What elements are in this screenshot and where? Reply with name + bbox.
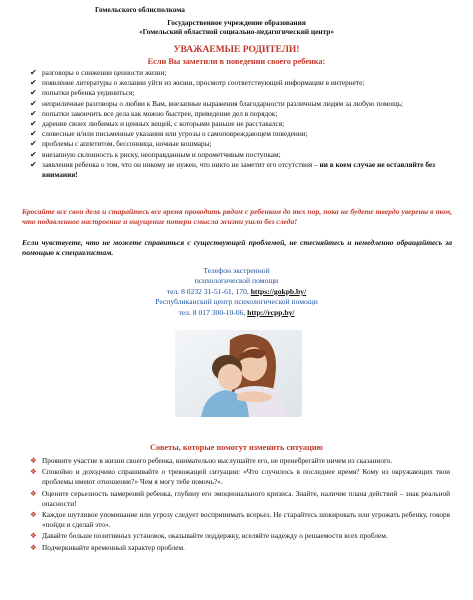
diamond-icon: ❖	[30, 542, 37, 552]
checkmark-icon: ✔	[30, 149, 37, 159]
list-item: ✔ дарение своих любимых и ценных вещей, с которыми раньше не расставался;	[30, 119, 285, 129]
rcpp-link[interactable]: http://rcpp.by/	[247, 308, 295, 317]
phone-heading-1: Телефон экстренной	[203, 266, 270, 275]
warning-emphasis: ни в коем случае не оставляйте без внимания!	[42, 159, 436, 180]
signs-list	[30, 68, 450, 180]
checkmark-icon: ✔	[30, 88, 37, 98]
phone-line-2: тел. 8 017 300-10-06, http://rcpp.by/	[178, 308, 295, 317]
institution-line-2: «Гомельский областной социально-педагогический центр»	[139, 27, 334, 36]
gokpb-link[interactable]: https://gokpb.by/	[250, 287, 307, 296]
diamond-icon: ❖	[30, 510, 37, 520]
phone-heading-2: психологической помощи	[194, 276, 279, 285]
tips-list	[30, 456, 450, 554]
list-item: ❖ Оцените серьезность намерений ребенка, глубину его эмоционального кризиса. Знайте, наличие плана действий – знак реальной опасности!	[30, 488, 450, 508]
list-item: ✔ словесные и/или письменные указания или угрозы о самоповреждающем поведении;	[30, 129, 308, 139]
list-item: ❖ Давайте больше позитивных установок, оказывайте поддержку, вселяйте надежду о решаемости всех проблем.	[30, 531, 388, 541]
list-item: ✔ неприличные разговоры о любви к Вам, внезапные выражения благодарности различным людям за любую помощь;	[30, 98, 404, 108]
checkmark-icon: ✔	[30, 68, 37, 77]
checkmark-icon: ✔	[30, 98, 37, 108]
list-item: ❖ Каждое шутливое упоминание или угрозу следует воспринимать всерьез. Не старайтесь шокировать или угрожать ребенку, говоря «пойди и сделай это».	[30, 510, 450, 530]
checkmark-icon: ✔	[30, 108, 37, 118]
list-item: ❖ Проявите участие в жизни своего ребенка, внимательно выслушайте его, не пренебрегайте ничем из сказанного.	[30, 456, 393, 465]
signs-subtitle: Если Вы заметили в поведении своего ребенка:	[147, 57, 326, 66]
list-item: ✔ разговоры о снижении ценности жизни;	[30, 68, 167, 77]
list-item: ❖ Спокойно и доходчиво спрашивайте о тревожащей ситуации: «Что случилось в последнее время? Кому из окружающих твои проблемы имеют отношение?» Чем я могу тебе помочь?».	[30, 467, 450, 487]
diamond-icon: ❖	[30, 488, 37, 498]
list-item: ✔ заявления ребенка о том, что он никому не нужен, что никто не заметит его отсутствия – ни в коем случае не оставляйте без внимания!	[30, 159, 436, 180]
checkmark-icon: ✔	[30, 119, 37, 129]
list-item: ✔ попытки ребенка уединиться;	[30, 88, 135, 98]
appeal-paragraph: Бросайте все свои дела и старайтесь все время проводить рядом с ребенком до тех пор, пока не будете твердо уверены в том, что подавленное настроение и ощущение потери смысла жизни ушло без следа!	[22, 207, 452, 226]
checkmark-icon: ✔	[30, 129, 37, 139]
phone-line-1: тел. 8 0232 31-51-61, 170, https://gokpb.by/	[166, 287, 307, 296]
checkmark-icon: ✔	[30, 139, 37, 149]
checkmark-icon: ✔	[30, 159, 37, 169]
diamond-icon: ❖	[30, 467, 37, 477]
list-item: ❖ Подчеркивайте временный характер проблем.	[30, 542, 185, 552]
list-item: ✔ внезапную склонность к риску, неоправданным и опрометчивым поступкам;	[30, 149, 281, 159]
list-item: ✔ проблемы с аппетитом, бессонница, ночные кошмары;	[30, 139, 212, 149]
page-title: УВАЖАЕМЫЕ РОДИТЕЛИ!	[173, 45, 300, 55]
diamond-icon: ❖	[30, 531, 37, 541]
advice-paragraph: Если чувствуете, что не можете справиться с существующей проблемой, не стесняйтесь и немедленно обращайтесь за помощью к специалистам.	[22, 238, 452, 257]
checkmark-icon: ✔	[30, 78, 37, 88]
phone-heading-3: Республиканский центр психологической помощи	[155, 297, 318, 306]
tips-title: Советы, которые помогут изменить ситуацию	[150, 443, 323, 452]
list-item: ✔ появление литературы о желании уйти из жизни, просмотр соответствующей информации в интернете;	[30, 78, 365, 88]
institution-line-1: Государственное учреждение образования	[167, 18, 306, 27]
diamond-icon: ❖	[30, 456, 37, 465]
committee-header: Гомельского облисполкома	[95, 5, 185, 14]
list-item: ✔ попытки закончить все дела как можно быстрее, приведение дел в порядок;	[30, 108, 278, 118]
parent-child-photo	[175, 330, 302, 417]
